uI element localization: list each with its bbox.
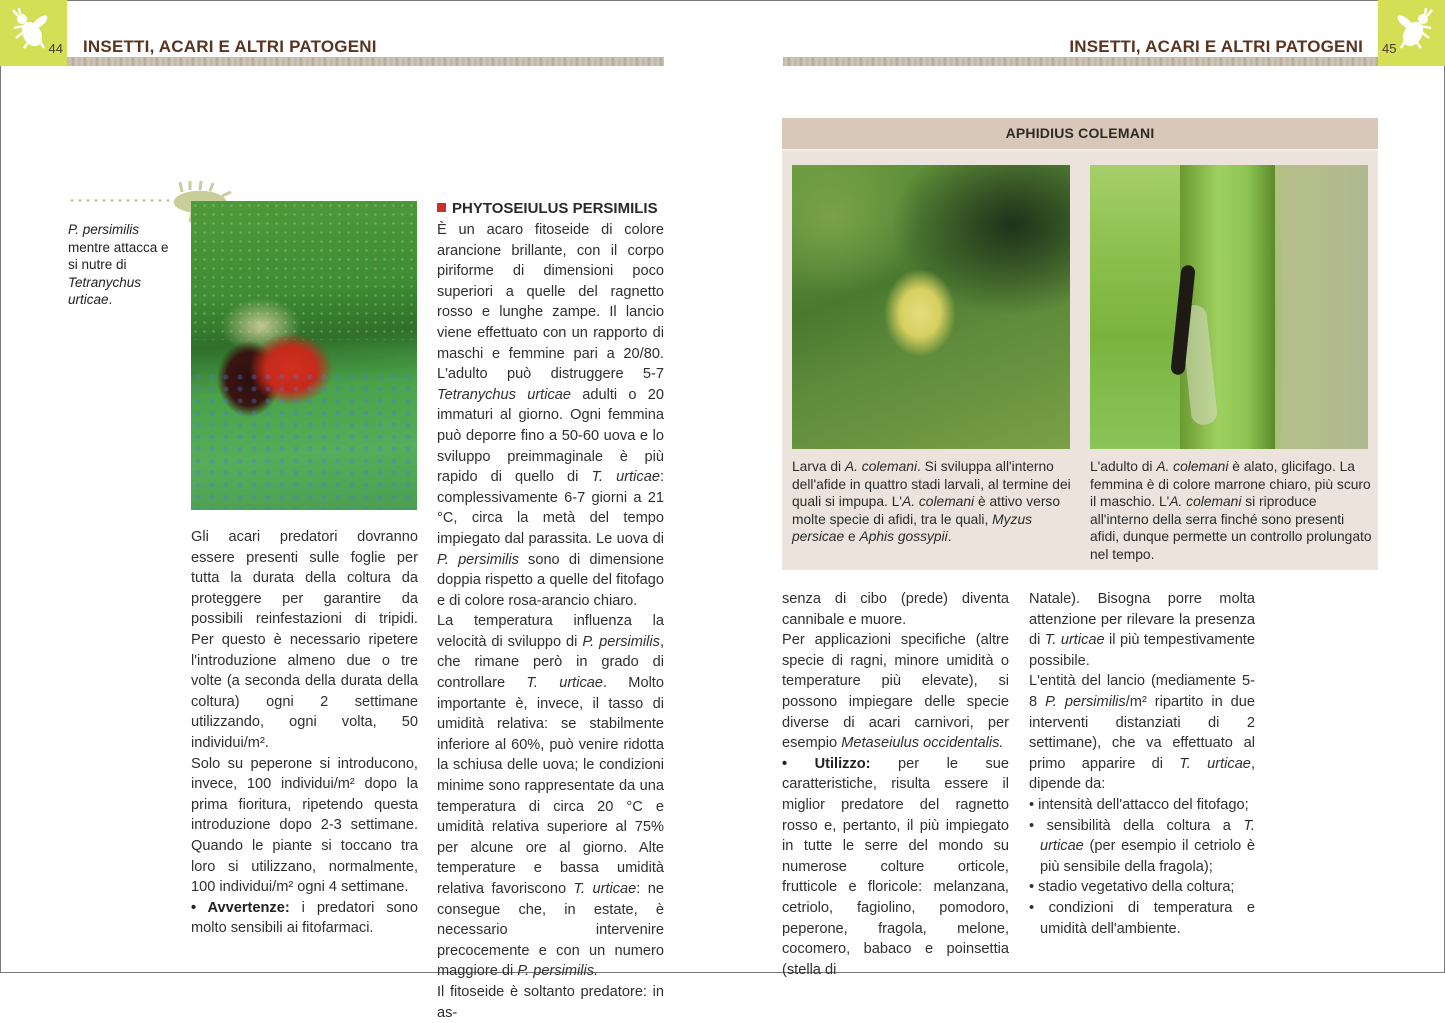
- text: è alato, glicifago. La femmina è di colore marrone chiaro, più scuro il maschio. L': [1090, 459, 1371, 510]
- text: (per esempio il cetriolo è più sensibile della fragola);: [1040, 838, 1255, 875]
- adult-caption: [1090, 458, 1372, 564]
- text: • sensibilità della coltura a: [1029, 817, 1244, 834]
- running-head: INSETTI, ACARI E ALTRI PATOGENI: [83, 37, 377, 56]
- text-column-a: [191, 527, 418, 939]
- text: .: [947, 529, 952, 545]
- right-page: [722, 0, 1445, 978]
- text: si riproduce all'interno della serra finché sono presenti afidi, dunque permette un controllo prolungato nel tempo.: [1090, 494, 1372, 562]
- running-head: INSETTI, ACARI E ALTRI PATOGENI: [1069, 37, 1363, 56]
- species: T. urticae: [526, 675, 604, 692]
- paragraph: [782, 630, 1009, 754]
- header-rule: [67, 57, 664, 66]
- text: , dipende da:: [1029, 755, 1255, 793]
- species: T. urticae: [1179, 755, 1251, 772]
- species: T. urticae: [573, 881, 637, 897]
- page-number: 44: [48, 41, 63, 56]
- caption-species: Tetranychus urticae: [68, 274, 142, 307]
- photo-larva: [792, 165, 1070, 449]
- page-number: 45: [1382, 41, 1397, 56]
- paragraph: [437, 220, 664, 611]
- text: L'adulto di: [1090, 459, 1157, 474]
- photo-mite-attacking: [191, 201, 417, 510]
- caption-species: P. persimilis: [68, 222, 140, 237]
- fly-icon: [10, 8, 50, 52]
- section-title-text: PHYTOSEIULUS PERSIMILIS: [452, 200, 658, 217]
- species: T. urticae: [1040, 817, 1255, 855]
- usage-text: per le sue caratteristiche, risulta essere il miglior predatore del ragnetto rosso e, pertanto, il più impiegato in tutte le serre del mondo su numerose colture orticole, frutticole e floricole: melanzana, cetriolo, fagiolino, pomodoro, peperone, fragola, melone, cocomero, babaco e poinsettia (stella di: [782, 755, 1009, 978]
- text: L'entità del lancio (mediamente 5-8: [1029, 673, 1255, 710]
- paragraph: Solo su peperone si introducono, invece, 100 individui/m² dopo la prima fioritura, ripetendo questa introduzione dopo 2-3 settimane. Quando le piante si toccano tra loro si utilizzano, normalmente, 100 individui/m² ogni 4 settimane.: [191, 755, 418, 896]
- photo-adult-wasp: [1090, 165, 1368, 449]
- species: T. urticae: [591, 469, 660, 486]
- list-item: [1029, 816, 1255, 878]
- species-box: [782, 118, 1378, 570]
- text: adulti o 20 immaturi al giorno. Ogni femmina può deporre fino a 50-60 uova e lo sviluppo preimmaginale è più rapido di quello di: [437, 386, 664, 486]
- text: il più tempestivamente possibile.: [1029, 632, 1255, 669]
- text: . Molto importante è, invece, il tasso di umidità relativa: se stabilmente inferiore al 60%, può venire ridotta la schiusa delle uova; le condizioni minime sono rappresentate da una temperatura di circa 20 °C e umidità relativa superiore al 75% per alcune ore al giorno. Alte temperature e bassa umidità relativa favoriscono: [437, 675, 664, 897]
- caption-text: .: [108, 292, 113, 307]
- text: È un acaro fitoseide di colore arancione brillante, con il corpo piriforme di dimensioni poco superiori a quelle del ragnetto rosso e lunghe zampe. Il lancio viene effettuato con un rapporto di maschi e femmine pari a 20/80. L'adulto può distruggere 5-7: [437, 222, 664, 383]
- text: : ne consegue che, in estate, è necessario intervenire precocemente e con un numero maggiore di: [437, 881, 664, 980]
- photo-texture: [191, 201, 417, 340]
- text-column-d: [1029, 589, 1255, 939]
- fly-icon: [1395, 8, 1435, 52]
- species: Tetranychus urticae: [437, 386, 572, 403]
- species: A. colemani: [1169, 494, 1242, 510]
- box-title: APHIDIUS COLEMANI: [782, 118, 1378, 151]
- paragraph: Gli acari predatori dovranno essere presenti sulle foglie per tutta la durata della coltura da proteggere per garantire da possibili reinfestazioni di tripidi. Per questo è necessario ripetere l'introduzione almeno due o tre volte (a seconda della durata della coltura) ogni 2 settimane utilizzando, ogni volta, 50 individui/m².: [191, 529, 418, 751]
- section-title: [437, 200, 658, 217]
- text: La temperatura influenza la velocità di sviluppo di: [437, 613, 664, 650]
- list-item: • intensità dell'attacco del fitofago;: [1029, 796, 1249, 813]
- text: Larva di: [792, 459, 845, 474]
- text: , che rimane però in grado di controllare: [437, 633, 664, 692]
- paragraph-warning: [191, 898, 418, 939]
- species: Aphis gossypii: [859, 529, 948, 545]
- species: A. colemani: [902, 494, 975, 510]
- species: P. persimilis: [437, 551, 519, 568]
- paragraph-usage: [782, 754, 1009, 981]
- usage-label: • Utilizzo:: [782, 755, 871, 772]
- text: . Si sviluppa all'interno dell'afide in quattro stadi larvali, al termine dei quali si impupa. L': [792, 459, 1071, 510]
- header-rule: [783, 57, 1378, 66]
- text: e: [844, 529, 860, 545]
- species: P. persimilis: [582, 633, 660, 650]
- corner-tab-left: [0, 0, 67, 66]
- species: T. urticae: [1044, 632, 1105, 649]
- larva-caption: [792, 458, 1072, 546]
- caption-text: mentre attacca e si nutre di: [68, 239, 169, 272]
- text-column-b: [437, 220, 664, 1023]
- text: Per applicazioni specifiche (altre specie di ragni, minore umidità o temperature più elevate), si possono impiegare delle specie diverse di acari carnivori, per esempio: [782, 632, 1009, 752]
- species: A. colemani: [844, 459, 918, 474]
- species: Myzus persicae: [792, 511, 1033, 545]
- paragraph: [1029, 671, 1255, 795]
- warning-text: i predatori sono molto sensibili ai fitofarmaci.: [191, 899, 419, 937]
- dotted-leader: [68, 199, 176, 202]
- list-item: • condizioni di temperatura e umidità dell'ambiente.: [1029, 899, 1255, 937]
- paragraph: Il fitoseide è soltanto predatore: in as-: [437, 983, 664, 1021]
- paragraph: [1029, 589, 1255, 671]
- corner-tab-right: [1378, 0, 1445, 66]
- list-item: • stadio vegetativo della coltura;: [1029, 879, 1235, 896]
- paragraph: senza di cibo (prede) diventa cannibale e muore.: [782, 591, 1009, 628]
- text: Natale). Bisogna porre molta attenzione per rilevare la presenza di: [1029, 591, 1255, 649]
- warning-label: • Avvertenze:: [191, 899, 290, 916]
- text: /m² ripartito in due interventi distanziati di 2 settimane), che va effettuato al primo apparire di: [1029, 693, 1256, 772]
- species: P. persimilis.: [517, 963, 599, 980]
- photo-caption: [68, 221, 178, 309]
- species: P. persimilis: [1045, 693, 1126, 710]
- text: è attivo verso molte specie di afidi, tra le quali,: [792, 494, 1060, 527]
- photo-texture: [191, 371, 417, 510]
- text: : complessivamente 6-7 giorni a 21 °C, circa la metà del tempo impiegato dal parassita. Le uova di: [437, 469, 664, 547]
- text-column-c: [782, 589, 1009, 980]
- species: Metaseiulus occidentalis.: [841, 735, 1004, 752]
- square-bullet-icon: [437, 203, 446, 212]
- text: sono di dimensione doppia rispetto a quelle del fitofago e di colore rosa-arancio chiaro.: [437, 551, 664, 609]
- species: A. colemani: [1156, 459, 1229, 474]
- left-page: [0, 0, 722, 1021]
- paragraph: [437, 611, 664, 982]
